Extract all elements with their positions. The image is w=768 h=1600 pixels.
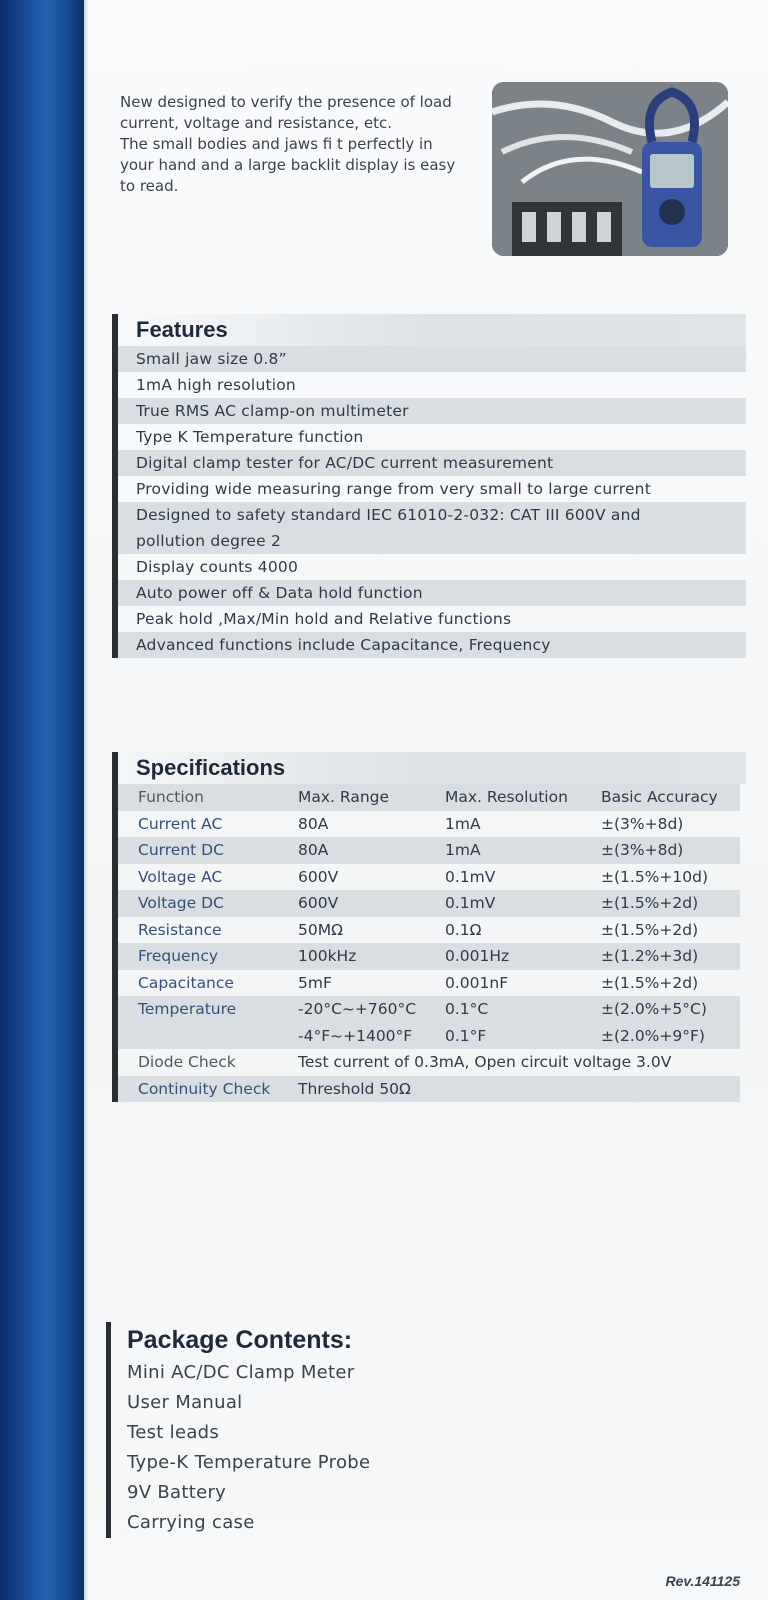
revision-label: Rev.141125 [665, 1573, 740, 1589]
feature-item: Display counts 4000 [136, 558, 299, 576]
cell-accuracy: ±(1.5%+10d) [601, 867, 709, 886]
specifications-title: Specifications [118, 752, 746, 784]
feature-item: Peak hold ,Max/Min hold and Relative functions [136, 610, 512, 628]
cell-diode-label: Diode Check [138, 1053, 236, 1072]
cell-accuracy: ±(2.0%+5°C) [601, 996, 740, 1023]
blue-spine [0, 0, 84, 1600]
table-row [118, 1023, 740, 1050]
intro-paragraph-2: The small bodies and jaws fi t perfectly in your hand and a large backlit display is easy to read. [120, 135, 456, 195]
cell-function: Current DC [118, 837, 298, 864]
header-max-resolution: Max. Resolution [445, 784, 601, 811]
feature-item: True RMS AC clamp-on multimeter [118, 398, 746, 424]
cell-range: -20°C~+760°C [298, 996, 445, 1023]
table-row [118, 996, 740, 1023]
feature-item: Designed to safety standard IEC 61010-2-032: CAT III 600V and pollution degree 2 [118, 502, 746, 554]
table-row [118, 811, 740, 838]
cell-accuracy: ±(2.0%+9°F) [601, 1023, 740, 1050]
clamp-meter-photo-illustration [492, 82, 728, 256]
table-row [118, 864, 740, 891]
table-row [118, 837, 740, 864]
package-item: Mini AC/DC Clamp Meter [127, 1362, 355, 1383]
cell-continuity-label: Continuity Check [118, 1076, 298, 1103]
cell-accuracy: ±(1.5%+2d) [601, 920, 699, 939]
cell-function: Voltage DC [118, 890, 298, 917]
feature-item: Digital clamp tester for AC/DC current measurement [118, 450, 746, 476]
cell-resolution: 0.001nF [445, 973, 509, 992]
table-row [118, 1076, 740, 1103]
package-contents-section [106, 1322, 531, 1538]
cell-resolution: 0.1Ω [445, 920, 482, 939]
cell-function: Frequency [118, 943, 298, 970]
product-photo [492, 82, 728, 256]
cell-resolution: 1mA [445, 814, 481, 833]
cell-range: 50MΩ [298, 920, 343, 939]
header-function: Function [118, 784, 298, 811]
cell-function: Current AC [138, 814, 223, 833]
feature-item: Auto power off & Data hold function [118, 580, 746, 606]
cell-diode-value: Test current of 0.3mA, Open circuit voltage 3.0V [298, 1053, 672, 1072]
features-title: Features [118, 314, 746, 346]
cell-resolution: 0.1°F [445, 1023, 601, 1050]
package-item: Carrying case [127, 1512, 255, 1533]
cell-range: 600V [298, 890, 445, 917]
table-row [118, 1049, 740, 1076]
cell-function: Temperature [118, 996, 298, 1023]
cell-accuracy: ±(1.5%+2d) [601, 973, 699, 992]
package-item: Test leads [127, 1422, 220, 1443]
cell-function [118, 1023, 298, 1050]
feature-item: Providing wide measuring range from very small to large current [136, 480, 651, 498]
table-row [118, 917, 740, 944]
cell-range: -4°F~+1400°F [298, 1023, 445, 1050]
package-title: Package Contents: [127, 1326, 353, 1354]
intro-text [120, 92, 470, 197]
cell-function: Voltage AC [138, 867, 223, 886]
header-basic-accuracy: Basic Accuracy [601, 784, 740, 811]
leaflet-page [88, 0, 768, 1600]
cell-range: 600V [298, 867, 339, 886]
table-header-row [118, 784, 740, 811]
specifications-section [112, 752, 746, 1102]
cell-resolution: 0.1°C [445, 996, 601, 1023]
cell-accuracy: ±(1.5%+2d) [601, 890, 740, 917]
intro-paragraph-1: New designed to verify the presence of load current, voltage and resistance, etc. [120, 93, 452, 132]
table-row [118, 943, 740, 970]
cell-accuracy: ±(3%+8d) [601, 814, 684, 833]
cell-range: 80A [298, 837, 445, 864]
cell-range: 5mF [298, 973, 332, 992]
cell-resolution: 0.001Hz [445, 943, 601, 970]
cell-range: 100kHz [298, 943, 445, 970]
package-item: User Manual [127, 1392, 243, 1413]
feature-item: 1mA high resolution [136, 376, 296, 394]
package-item: 9V Battery [127, 1482, 227, 1503]
features-section [112, 314, 746, 658]
cell-accuracy: ±(3%+8d) [601, 837, 740, 864]
package-item: Type-K Temperature Probe [127, 1452, 371, 1473]
cell-continuity-value: Threshold 50Ω [298, 1076, 740, 1103]
specifications-table [118, 784, 740, 1102]
table-row [118, 970, 740, 997]
cell-accuracy: ±(1.2%+3d) [601, 943, 740, 970]
cell-resolution: 1mA [445, 837, 601, 864]
feature-item: Type K Temperature function [136, 428, 364, 446]
table-row [118, 890, 740, 917]
cell-resolution: 0.1mV [445, 890, 601, 917]
cell-function: Capacitance [138, 973, 234, 992]
feature-item: Small jaw size 0.8” [118, 346, 746, 372]
cell-resolution: 0.1mV [445, 867, 496, 886]
feature-item: Advanced functions include Capacitance, Frequency [118, 632, 746, 658]
cell-function: Resistance [138, 920, 222, 939]
header-max-range: Max. Range [298, 784, 445, 811]
cell-range: 80A [298, 814, 329, 833]
